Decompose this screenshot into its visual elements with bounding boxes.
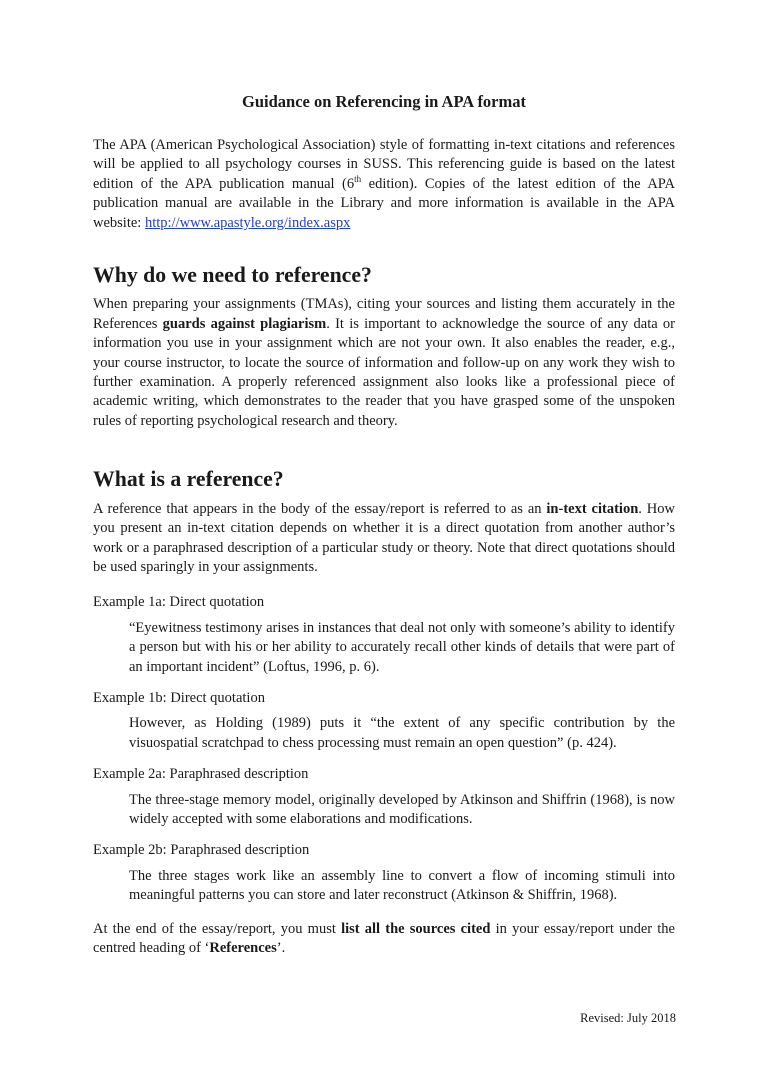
- why-bold-text: guards against plagiarism: [162, 315, 327, 332]
- what-text-2: . How you present an in-text citation depends on whether it is a direct quotation from another author’s work or a paraphrased description of a particular study or theory. Note that direct quotations should be used sparingly in your assignments.: [93, 500, 675, 575]
- example-body: “Eyewitness testimony arises in instances that deal not only with someone’s ability to identify a person but with his or her ability to accurately recall other kinds of details that were part of an important incident” (Loftus, 1996, p. 6).: [129, 619, 675, 675]
- why-reference-paragraph: [93, 295, 675, 431]
- what-reference-paragraph: [93, 500, 675, 578]
- page-title: Guidance on Referencing in APA format: [242, 92, 526, 111]
- closing-text-1: At the end of the essay/report, you must: [93, 920, 342, 937]
- what-bold-text: in-text citation: [546, 500, 639, 517]
- apa-website-link[interactable]: http://www.apastyle.org/index.aspx: [144, 214, 351, 231]
- example-label: Example 1a: Direct quotation: [93, 594, 265, 611]
- closing-bold-2: References: [209, 940, 277, 956]
- intro-superscript: th: [354, 173, 362, 184]
- example-label: Example 2a: Paraphrased description: [93, 766, 309, 783]
- example-body: The three-stage memory model, originally developed by Atkinson and Shiffrin (1968), is now widely accepted with some elaborations and modifications.: [129, 791, 675, 827]
- section-heading-what-reference: What is a reference?: [93, 467, 284, 492]
- example-body: The three stages work like an assembly line to convert a flow of incoming stimuli into meaningful patterns you can store and later reconstruct (Atkinson & Shiffrin, 1968).: [129, 867, 675, 904]
- closing-bold-1: list all the sources cited: [341, 920, 491, 937]
- intro-paragraph: [93, 136, 675, 233]
- closing-text-2: in your essay/report under the centred heading of ‘: [93, 920, 675, 956]
- section-heading-why-reference: Why do we need to reference?: [93, 263, 372, 288]
- why-text-2: . It is important to acknowledge the source of any data or information you use in your assignment which are not your own. It also enables the reader, e.g., your course instructor, to locate the source of information and follow-up on any work they wish to further examination. A properly referenced assignment also looks like a professional piece of academic writing, which demonstrates to the reader that you have grasped some of the unspoken rules of reporting psychological research and theory.: [93, 315, 676, 429]
- example-label: Example 2b: Paraphrased description: [93, 842, 310, 859]
- document-page: [93, 92, 675, 958]
- intro-text-2: edition). Copies of the latest edition of the APA publication manual are available in the Library and more information is available in the APA website:: [93, 175, 675, 231]
- closing-text-3: ’.: [276, 940, 286, 956]
- intro-text-1: The APA (American Psychological Association) style of formatting in-text citations and references will be applied to all psychology courses in SUSS. This referencing guide is based on the latest edition of the APA publication manual (6: [93, 137, 675, 192]
- revised-date: Revised: July 2018: [580, 1011, 676, 1025]
- what-text-1: A reference that appears in the body of the essay/report is referred to as an: [93, 500, 547, 517]
- example-label: Example 1b: Direct quotation: [93, 689, 265, 706]
- why-text-1: When preparing your assignments (TMAs), citing your sources and listing them accurately in the References: [93, 296, 675, 332]
- closing-paragraph: [93, 920, 675, 959]
- example-body: However, as Holding (1989) puts it “the extent of any specific contribution by the visuospatial scratchpad to chess processing must remain an open question” (p. 424).: [129, 715, 675, 751]
